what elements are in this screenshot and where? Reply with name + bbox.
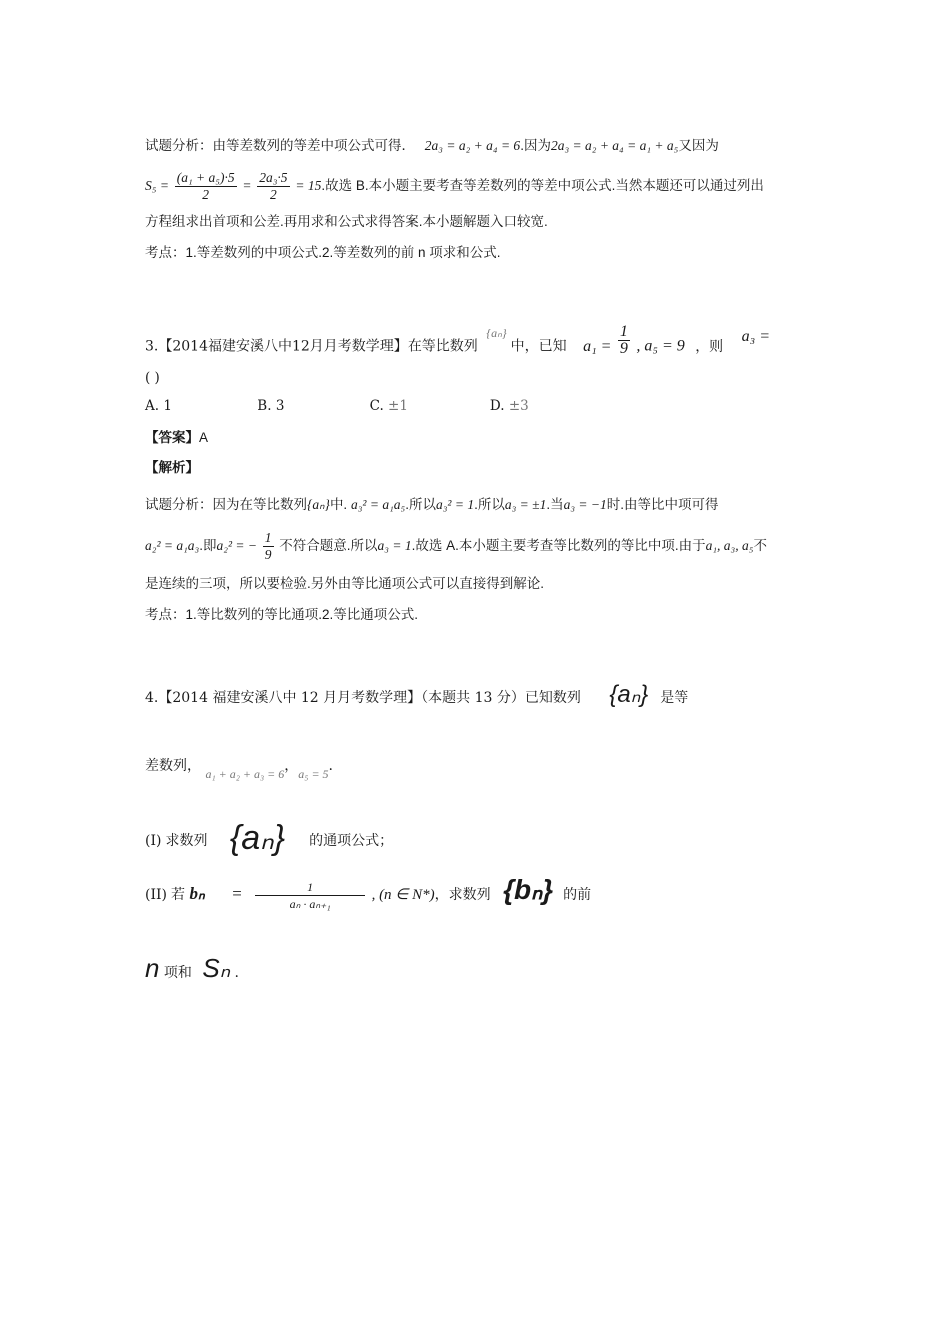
q2-text-because: .因为 — [520, 138, 551, 153]
q3-a2-eq2-lhs: a₂² = − — [216, 538, 257, 553]
q2-frac2 — [257, 170, 289, 203]
q4-part2-num: 1 — [255, 879, 365, 896]
q4-part2 — [145, 872, 591, 913]
q3-answer-label: 【答案】 — [145, 430, 199, 445]
q4-source: 【2014 福建安溪八中 12 月月考数学理】 — [158, 690, 422, 706]
q3-stem1: 在等比数列 — [407, 338, 478, 355]
q2-eq1: 2a₃ = a₂ + a₄ = 6 — [424, 138, 521, 153]
q2-analysis-line2 — [145, 168, 764, 204]
q4-last-line — [145, 950, 239, 991]
q4-part2-text2: ，求数列 — [434, 887, 491, 903]
q3-seq: {aₙ} — [486, 325, 507, 340]
q3-cond-a1: a₁ = — [583, 337, 612, 355]
q3-analysis-line3: 是连续的三项，所以要检验.另外由等比通项公式可以直接得到解论. — [145, 576, 545, 591]
q4-comma: ， — [284, 758, 299, 774]
q2-frac2-num: 2a₃·5 — [259, 169, 288, 185]
q3-answer — [145, 428, 208, 448]
q3-a1-t3: .当 — [546, 497, 564, 512]
q3-option-b-value: 3 — [275, 398, 285, 414]
q2-frac2-den: 2 — [270, 186, 277, 202]
q2-eq2: 2a₃ = a₂ + a₄ = a₁ + a₅ — [550, 138, 679, 153]
q3-a2-t4: 不 — [753, 538, 767, 553]
q4-part2-label: (II) — [145, 887, 167, 903]
q3-a1-t4: 时.由等比中项可得 — [606, 497, 719, 512]
q3-a1-eq4: a₃ = −1 — [563, 497, 607, 512]
q3-cond-a5: , a₅ = 9 — [636, 337, 685, 355]
q4-stem-tail: 是等 — [660, 690, 689, 706]
q2-analysis-text: 由等差数列的等差中项公式可得． — [212, 138, 415, 153]
q3-option-a — [145, 396, 253, 416]
q3-cond-frac — [618, 324, 630, 357]
q3-stem — [145, 323, 770, 363]
q4-part1-seq: {aₙ} — [229, 819, 286, 857]
q3-analysis-line1 — [145, 495, 719, 515]
q3-a1-seq: {aₙ} — [307, 497, 330, 512]
q2-kaodian — [145, 243, 501, 263]
q3-ask: a₃ = — [741, 327, 770, 345]
q4-part2-text1: 若 — [170, 887, 185, 903]
q4-part2-den: aₙ · aₙ₊₁ — [289, 896, 331, 911]
q2-frac1-num: (a₁ + a₅)·5 — [176, 169, 235, 185]
q3-option-b — [257, 396, 365, 416]
q4-part2-bn: bₙ — [189, 884, 205, 903]
q4-seq: {aₙ} — [609, 681, 649, 708]
q4-part2-seq: {bₙ} — [503, 874, 554, 905]
q4-stem — [145, 680, 688, 713]
q4-line2-text: 差数列， — [145, 758, 201, 774]
q3-kaodian-text: 1.等比数列的等比通项.2.等比通项公式. — [185, 607, 419, 622]
q3-a1-mid: 中. — [329, 497, 348, 512]
q3-cond-den: 9 — [619, 340, 628, 357]
q2-analysis-line3: 方程组求出首项和公差.再用求和公式求得答案.本小题解题入口较宽. — [145, 214, 548, 229]
q3-paren: ( ) — [145, 370, 160, 386]
q3-a1-eq2: a₃² = 1 — [435, 497, 475, 512]
q2-kaodian-text: 1.等差数列的中项公式.2.等差数列的前 n 项求和公式. — [185, 245, 501, 260]
q3-number: 3. — [145, 338, 159, 355]
q3-a1-prefix: 试题分析：因为在等比数列 — [145, 497, 307, 512]
q3-a2-t2: 不符合题意.所以 — [279, 538, 378, 553]
q4-last-n: n — [145, 953, 160, 983]
q4-part1-text1: 求数列 — [165, 833, 208, 849]
q3-a2-eq1: a₂² = a₁a₃ — [145, 538, 200, 553]
q3-kaodian-label: 考点： — [145, 607, 186, 622]
q4-last-text: 项和 — [163, 965, 192, 981]
q2-eq-sign: = — [242, 178, 252, 193]
q3-a2-den: 9 — [264, 546, 272, 562]
q4-part1-text2: 的通项公式； — [309, 833, 394, 849]
q4-number: 4. — [145, 690, 159, 706]
q4-part1-label: (I) — [145, 833, 162, 849]
q4-part2-text3: 的前 — [563, 887, 592, 903]
q3-option-d — [490, 396, 590, 416]
q4-period: . — [328, 758, 333, 774]
q3-stem2: 中，已知 — [510, 338, 567, 355]
q3-a2-t3: .故选 A.本小题主要考查等比数列的等比中项.由于 — [411, 538, 706, 553]
q3-a2-t1: .即 — [199, 538, 217, 553]
q4-cond1: a₁ + a₂ + a₃ = 6 — [205, 767, 285, 781]
q3-options — [145, 396, 590, 416]
q2-frac1 — [175, 170, 237, 203]
q3-option-c-label: C. — [369, 398, 384, 414]
q3-a2-frac — [263, 530, 274, 563]
q3-answer-value: A — [199, 430, 209, 445]
q3-a1-eq3: a₃ = ±1 — [504, 497, 547, 512]
q2-line2-text: .故选 B.本小题主要考查等差数列的等差中项公式.当然本题还可以通过列出 — [321, 178, 764, 193]
q3-a2-num: 1 — [264, 529, 272, 545]
q3-option-a-label: A. — [145, 398, 160, 414]
q2-eq3-lhs: S₅ = — [145, 178, 169, 193]
q3-kaodian — [145, 605, 418, 625]
q3-a2-eq3: a₃ = 1 — [377, 538, 412, 553]
q4-line2 — [145, 756, 333, 781]
q4-last-sn: Sₙ — [202, 953, 231, 983]
q3-a1-t1: .所以 — [405, 497, 436, 512]
q3-source: 【2014福建安溪八中12月月考数学理】 — [158, 338, 408, 355]
q3-stem3: ，则 — [695, 338, 724, 355]
q2-eq3-rhs: = 15 — [295, 178, 322, 193]
q3-option-d-label: D. — [489, 398, 505, 414]
q4-part2-frac — [255, 879, 365, 912]
q4-part2-domain: , (n ∈ N*) — [371, 887, 435, 903]
q3-option-d-value: ±3 — [508, 398, 529, 414]
q4-last-dot: . — [234, 965, 239, 981]
q4-part2-eq: = — [231, 884, 243, 903]
q4-cond2: a₅ = 5 — [298, 767, 329, 781]
q3-analysis-line2 — [145, 528, 767, 564]
q4-part1 — [145, 816, 393, 859]
q2-analysis-label: 试题分析： — [145, 138, 213, 153]
q3-cond-num: 1 — [619, 323, 628, 340]
q3-a2-eq4: a₁, a₃, a₅ — [705, 538, 754, 553]
q2-frac1-den: 2 — [202, 186, 210, 202]
q3-option-b-label: B. — [257, 398, 272, 414]
q3-option-c-value: ±1 — [388, 398, 408, 414]
q3-option-c — [370, 396, 486, 416]
q3-analysis-head: 【解析】 — [145, 460, 199, 475]
q2-kaodian-label: 考点： — [145, 245, 186, 260]
q2-text-also: 又因为 — [678, 138, 719, 153]
q4-score: （本题共 13 分）已知数列 — [421, 690, 581, 706]
q3-a1-t2: .所以 — [474, 497, 505, 512]
q3-option-a-value: 1 — [163, 398, 172, 414]
q3-a1-eq1: a₃² = a₁a₅ — [350, 497, 406, 512]
q2-analysis-line1 — [145, 136, 719, 156]
